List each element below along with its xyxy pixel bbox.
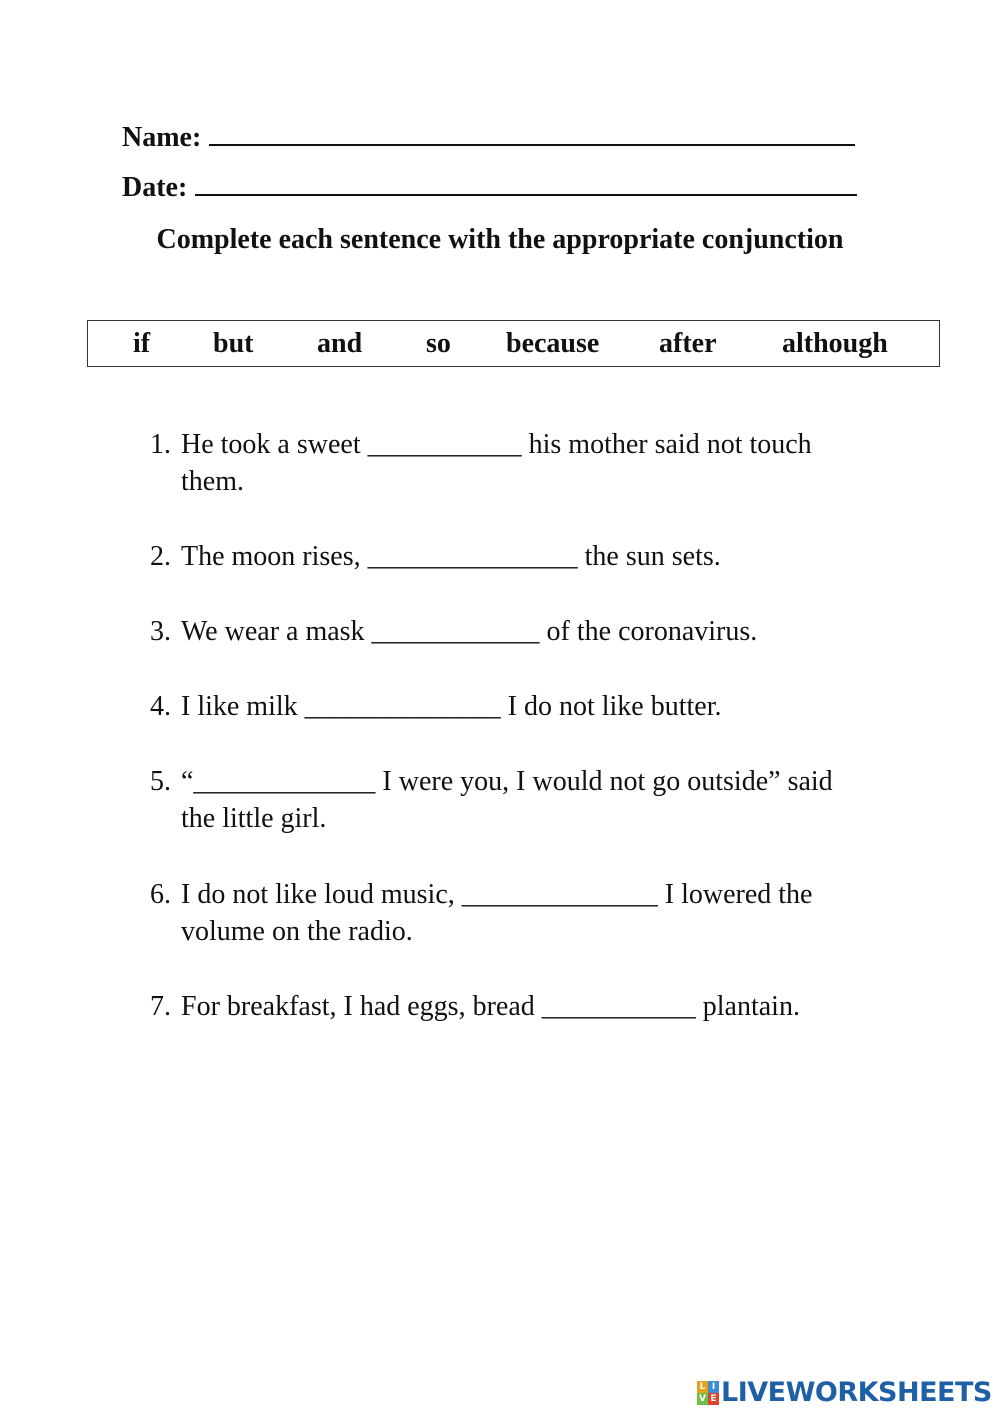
question-item	[150, 763, 850, 837]
word-bank-item: after	[659, 328, 717, 359]
logo-mark-letter: I	[708, 1381, 719, 1393]
word-bank-item: although	[782, 328, 888, 359]
date-label: Date:	[122, 172, 188, 203]
logo-mark-letter: V	[697, 1393, 708, 1405]
question-item	[150, 613, 870, 650]
question-item	[150, 876, 870, 950]
question-item	[150, 426, 870, 500]
question-item	[150, 688, 870, 725]
question-number: 7.	[150, 991, 171, 1022]
word-bank	[87, 320, 940, 367]
date-field	[122, 172, 857, 204]
name-field	[122, 122, 855, 154]
instruction-heading: Complete each sentence with the appropriate conjunction	[156, 224, 844, 255]
question-text: We wear a mask ____________ of the coronavirus.	[181, 616, 758, 647]
question-text: I do not like loud music, ______________ I lowered the volume on the radio.	[181, 879, 813, 947]
word-bank-item: and	[317, 328, 363, 359]
question-number: 3.	[150, 616, 171, 647]
question-item	[150, 988, 870, 1025]
liveworksheets-mark-icon	[697, 1381, 719, 1405]
question-text: For breakfast, I had eggs, bread ___________ plantain.	[181, 991, 800, 1022]
liveworksheets-logo	[697, 1378, 992, 1408]
word-bank-item: because	[506, 328, 600, 359]
word-bank-item: but	[213, 328, 254, 359]
question-number: 4.	[150, 691, 171, 722]
name-line	[209, 124, 855, 146]
name-label: Name:	[122, 122, 202, 153]
question-number: 2.	[150, 541, 171, 572]
word-bank-item: if	[133, 328, 151, 359]
question-text: The moon rises, _______________ the sun sets.	[181, 541, 721, 572]
date-line	[195, 174, 857, 196]
logo-mark-letter: L	[697, 1381, 708, 1393]
logo-text: LIVEWORKSHEETS	[721, 1377, 992, 1408]
question-text: “_____________ I were you, I would not go outside” said the little girl.	[181, 766, 833, 834]
question-number: 6.	[150, 879, 171, 910]
question-number: 1.	[150, 429, 171, 460]
word-bank-item: so	[426, 328, 451, 359]
question-number: 5.	[150, 766, 171, 797]
question-text: I like milk ______________ I do not like butter.	[181, 691, 722, 722]
question-text: He took a sweet ___________ his mother said not touch them.	[181, 429, 812, 497]
logo-mark-letter: E	[708, 1393, 719, 1405]
question-item	[150, 538, 870, 575]
